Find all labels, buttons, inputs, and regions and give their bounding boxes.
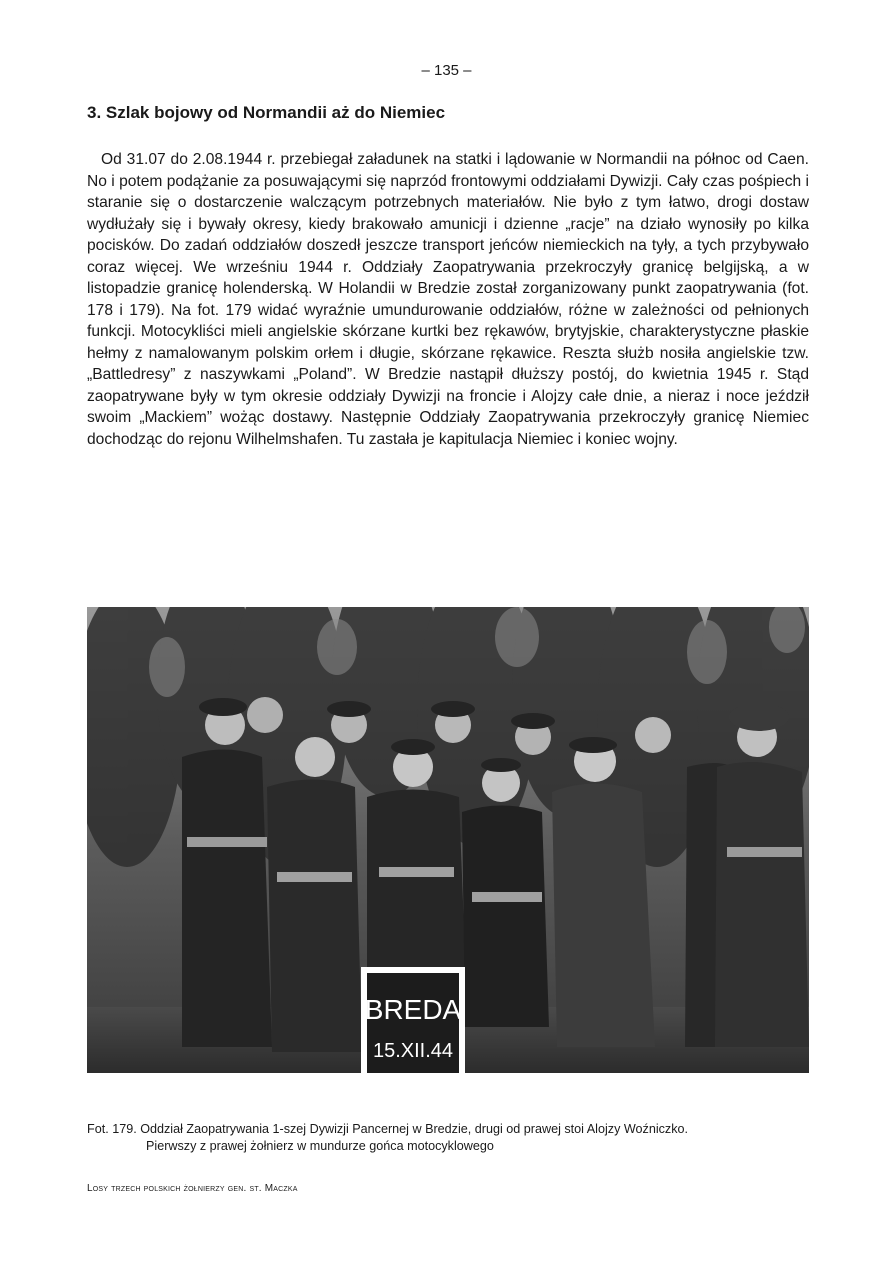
section-heading: 3. Szlak bojowy od Normandii aż do Niemiec [87,103,446,122]
breda-sign [361,967,465,1073]
running-footer: Losy trzech polskich żołnierzy gen. st. Maczka [87,1183,298,1194]
caption-line-1: Fot. 179. Oddział Zaopatrywania 1-szej Dywizji Pancernej w Bredzie, drugi od prawej stoi Alojzy Woźniczko. [87,1122,689,1136]
group-photo [87,607,809,1073]
sign-line-2: 15.XII.44 [372,1040,454,1062]
body-paragraph: Od 31.07 do 2.08.1944 r. przebiegał załadunek na statki i lądowanie w Normandii na północ od Caen. No i potem podążanie za posuwającymi się naprzód frontowymi oddziałami Dywizji. Cały czas pośpiech i staranie się o dostarczenie walczącym potrzebnych materiałów. Nie było z tym łatwo, drogi dostaw wydłużały się i bywały okresy, kiedy brakowało amunicji i dzienne „racje” na działo wynosiły po kilka pocisków. Do zadań oddziałów doszedł jeszcze transport jeńców niemieckich na tyły, a tych przybywało coraz więcej. We wrześniu 1944 r. Oddziały Zaopatrywania przekroczyły granicę belgijską, a w listopadzie granicę holenderską. W Holandii w Bredzie został zorganizowany punkt zaopatrywania (fot. 178 i 179). Na fot. 179 widać wyraźnie umundurowanie oddziałów, różne w zależności od pełnionych funkcji. Motocykliści mieli angielskie skórzane kurtki bez rękawów, brytyjskie, charakterystyczne płaskie hełmy z namalowanym polskim orłem i długie, skórzane rękawice. Reszta służb nosiła angielskie tzw. „Battledresy” z naszywkami „Poland”. W Bredzie nastąpił dłuższy postój, do kwietnia 1945 r. Stąd zaopatrywane były w tym okresie oddziały Dywizji na froncie i Alojzy całe dnie, a nieraz i noce jeździł swoim „Mackiem” wożąc dostawy. Następnie Oddziały Zaopatrywania przekroczyły granicę Niemiec dochodząc do rejonu Wilhelmshafen. Tu zastała je kapitulacja Niemiec i koniec wojny. [87,151,809,448]
photo-caption [87,1121,809,1155]
caption-line-2: Pierwszy z prawej żołnierz w mundurze gońca motocyklowego [146,1139,494,1153]
page-number: – 135 – [421,62,472,79]
sign-line-1: BREDA [364,994,462,1025]
